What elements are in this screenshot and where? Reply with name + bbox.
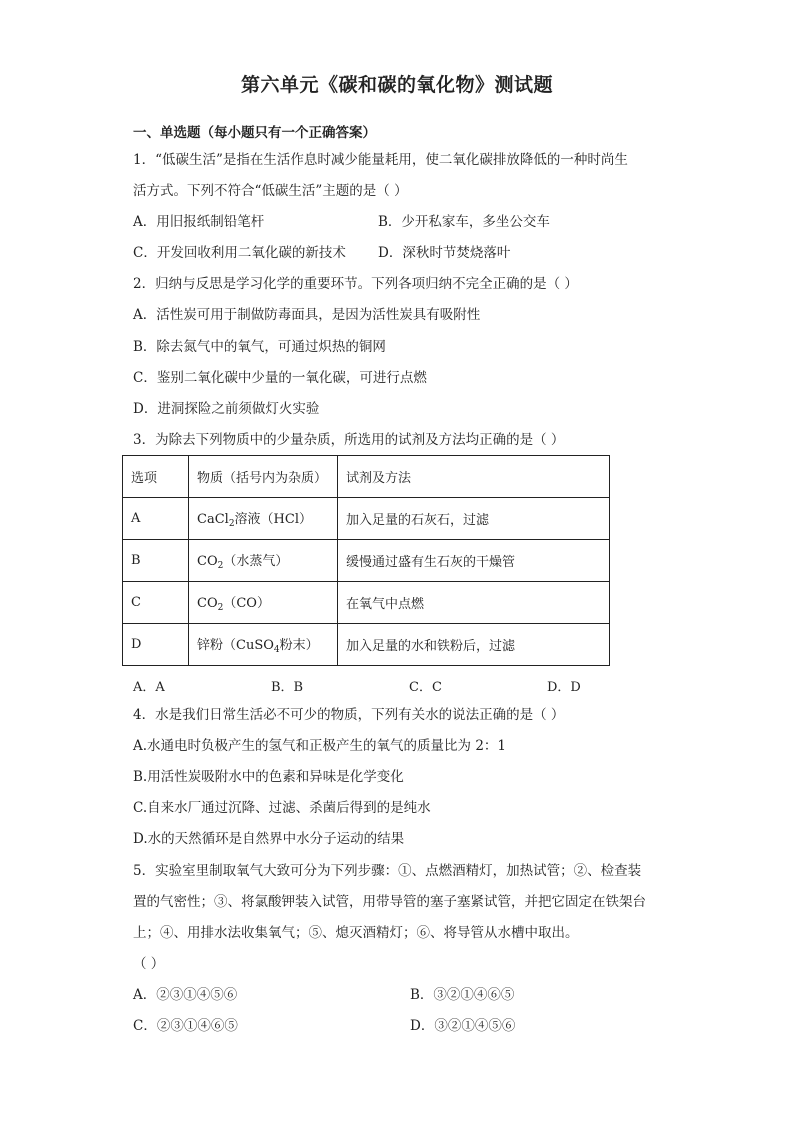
q4-option-a: A.水通电时负极产生的氢气和正极产生的氧气的质量比为 2：1 xyxy=(133,738,507,754)
q5-option-c: C．②③①④⑥⑤ xyxy=(133,1018,238,1034)
table-cell-method: 缓慢通过盛有生石灰的干燥管 xyxy=(338,540,610,582)
table-row xyxy=(123,624,610,666)
q4-option-b: B.用活性炭吸附水中的色素和异味是化学变化 xyxy=(133,769,404,785)
q2-option-d: D．进洞探险之前须做灯火实验 xyxy=(133,401,320,417)
q2-option-b: B．除去氮气中的氧气，可通过炽热的铜网 xyxy=(133,339,386,355)
table-cell-method: 加入足量的石灰石，过滤 xyxy=(338,498,610,540)
table-header-row xyxy=(123,456,610,498)
table-cell-substance: $CO_2(CO)$ xyxy=(189,582,338,624)
q1-option-d: D．深秋时节焚烧落叶 xyxy=(378,245,511,261)
q5-answer-bracket: （ ） xyxy=(133,956,165,972)
q1-option-a: A．用旧报纸制铅笔杆 xyxy=(133,214,265,230)
table-cell-option: D xyxy=(123,624,189,666)
q4-option-d: D.水的天然循环是自然界中水分子运动的结果 xyxy=(133,831,405,847)
table-cell-substance: CaCl$_2$溶液（HCl） xyxy=(189,498,338,540)
q3-choice-b: B．B xyxy=(271,680,304,695)
page-title: 第六单元《碳和碳的氧化物》测试题 xyxy=(240,74,553,96)
table-header-cell: 物质（括号内为杂质） xyxy=(189,456,338,498)
q3-choice-a: A．A xyxy=(133,680,165,695)
q3-choice-d: D．D xyxy=(547,680,581,695)
q3-stem: 3．为除去下列物质中的少量杂质，所选用的试剂及方法均正确的是（ ） xyxy=(133,432,565,448)
q5-option-a: A．②③①④⑤⑥ xyxy=(133,987,238,1003)
table-row xyxy=(123,498,610,540)
q2-option-c: C．鉴别二氧化碳中少量的一氧化碳，可进行点燃 xyxy=(133,370,427,386)
q3-table xyxy=(122,455,610,666)
table-cell-option: B xyxy=(123,540,189,582)
q1-stem-line1: 1．“低碳生活”是指在生活作息时减少能量耗用，使二氧化碳排放降低的一种时尚生 xyxy=(133,152,628,168)
q5-option-d: D．③②①④⑤⑥ xyxy=(410,1018,516,1034)
q2-stem: 2．归纳与反思是学习化学的重要环节。下列各项归纳不完全正确的是（ ） xyxy=(133,276,578,292)
q5-stem-line3: 上；④、用排水法收集氧气；⑤、熄灭酒精灯；⑥、将导管从水槽中取出。 xyxy=(133,925,579,941)
table-cell-option: A xyxy=(123,498,189,540)
table-row xyxy=(123,540,610,582)
q2-option-a: A．活性炭可用于制做防毒面具，是因为活性炭具有吸附性 xyxy=(133,307,481,323)
q4-stem: 4．水是我们日常生活必不可少的物质，下列有关水的说法正确的是（ ） xyxy=(133,707,565,723)
q1-option-b: B．少开私家车，多坐公交车 xyxy=(378,214,550,230)
q1-option-c: C．开发回收利用二氧化碳的新技术 xyxy=(133,245,346,261)
q3-choice-c: C．C xyxy=(409,680,442,695)
table-cell-substance: $CO_2$（水蒸气） xyxy=(189,540,338,582)
q1-stem-line2: 活方式。下列不符合“低碳生活”主题的是（ ） xyxy=(133,183,408,199)
q4-option-c: C.自来水厂通过沉降、过滤、杀菌后得到的是纯水 xyxy=(133,800,431,816)
table-cell-option: C xyxy=(123,582,189,624)
table-cell-method: 加入足量的水和铁粉后，过滤 xyxy=(338,624,610,666)
q5-stem-line2: 置的气密性；③、将氯酸钾装入试管，用带导管的塞子塞紧试管，并把它固定在铁架台 xyxy=(133,894,646,910)
q5-option-b: B．③②①④⑥⑤ xyxy=(410,987,515,1003)
q5-stem-line1: 5．实验室里制取氧气大致可分为下列步骤：①、点燃酒精灯，加热试管；②、检查装 xyxy=(133,863,642,879)
table-header-cell: 选项 xyxy=(123,456,189,498)
section-heading: 一、单选题（每小题只有一个正确答案） xyxy=(133,125,376,141)
table-cell-method: 在氧气中点燃 xyxy=(338,582,610,624)
table-header-cell: 试剂及方法 xyxy=(338,456,610,498)
table-cell-substance: 锌粉（CuSO$_4$粉末） xyxy=(189,624,338,666)
table-row xyxy=(123,582,610,624)
